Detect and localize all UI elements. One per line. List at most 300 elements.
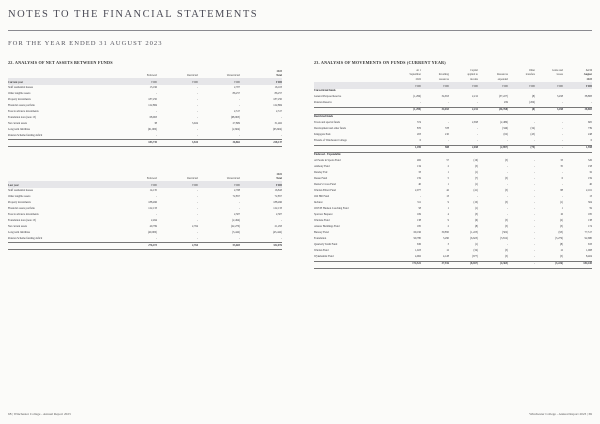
row-value: 1: [447, 207, 449, 211]
row-value: 1,023: [414, 249, 421, 253]
row-value: 122,133: [273, 206, 282, 210]
row-value: -: [562, 121, 563, 125]
row-value: -: [534, 201, 535, 205]
row-value: 59: [589, 207, 592, 211]
row-value: (5): [559, 255, 563, 259]
row-value: (93): [558, 231, 563, 235]
row-value: -: [507, 207, 508, 211]
column-header: Unrestricted: [226, 74, 240, 78]
row-value: 40,799: [149, 224, 157, 228]
row-value: 1: [447, 183, 449, 187]
row-label: Long term liabilities: [8, 230, 30, 234]
row-value: 40: [418, 183, 421, 187]
column-header: £'000: [157, 78, 198, 85]
row-value: (1): [474, 207, 478, 211]
row-value: (6,623): [470, 237, 478, 241]
row-value: 304: [587, 201, 592, 205]
row-value: 876: [416, 127, 421, 131]
subtotal-label-spacer: [314, 261, 393, 268]
row-value: (2,494): [232, 218, 240, 222]
column-header: Unrestricted: [226, 177, 240, 181]
row-value: -: [239, 236, 240, 240]
row-value: -: [239, 97, 240, 101]
column-header: £'000: [198, 78, 240, 85]
row-value: -: [281, 115, 282, 119]
row-label: Wardens Fund: [314, 219, 330, 223]
column-header: £'000: [563, 82, 592, 89]
row-value: (61,000): [147, 127, 157, 131]
column-header: At 1: [416, 68, 421, 72]
column-header: Resources: [496, 73, 508, 77]
row-label: Foundation loan (note 15): [8, 115, 36, 119]
subtotal-value: (8): [508, 107, 535, 114]
total-value: 276,473: [116, 243, 157, 250]
row-label: All Souls in Sports Fund: [314, 159, 341, 163]
row-value: 174: [587, 225, 592, 229]
row-label: Fees in advance investments: [8, 109, 39, 113]
column-header: £'000: [478, 82, 508, 89]
row-value: -: [591, 101, 592, 105]
subtotal-value: 2,658: [449, 145, 478, 152]
net-assets-last-year-table: [8, 172, 282, 250]
subtotal-row: [314, 107, 592, 114]
row-value: (8): [474, 225, 478, 229]
column-header: £'000: [508, 82, 535, 89]
row-value: -: [534, 219, 535, 223]
row-label: Anthony Fund: [314, 165, 330, 169]
column-header: Endowed: [146, 177, 157, 181]
row-label: Development and other funds: [314, 127, 346, 131]
net-assets-section-title: 22. ANALYSIS OF NET ASSETS BETWEEN FUNDS: [8, 60, 113, 65]
column-header: expended: [497, 78, 508, 82]
row-value: 158: [587, 165, 592, 169]
column-header: Restricted: [187, 74, 198, 78]
row-value: -: [507, 213, 508, 217]
row-value: 482: [416, 159, 421, 163]
row-value: 34,653: [441, 95, 449, 99]
column-header: Total: [276, 74, 282, 78]
row-value: -: [477, 139, 478, 143]
header-divider: [8, 30, 592, 31]
row-value: 6: [419, 139, 421, 143]
row-value: -: [477, 127, 478, 131]
subtotal-value: 184,445: [563, 261, 592, 268]
row-label: Inchiest: [314, 201, 323, 205]
column-header: At 31: [585, 68, 592, 72]
row-value: 57: [446, 159, 449, 163]
subtotal-value: 37,916: [421, 261, 449, 268]
column-header: Restricted: [187, 177, 198, 181]
total-value: 53,603: [198, 243, 240, 250]
row-value: 526: [587, 159, 592, 163]
row-value: -: [534, 177, 535, 181]
row-value: -: [477, 133, 478, 137]
row-value: 2: [447, 165, 449, 169]
row-value: -: [562, 195, 563, 199]
row-value: -: [156, 133, 157, 137]
row-value: (346): [502, 127, 508, 131]
row-value: -: [477, 195, 478, 199]
row-value: -: [197, 97, 198, 101]
subtotal-value: -: [508, 261, 535, 268]
subtotal-value: (2,897): [478, 145, 508, 152]
row-value: 86,257: [232, 91, 240, 95]
row-value: 2,077: [414, 189, 421, 193]
row-value: (3,279): [555, 237, 563, 241]
row-value: -: [197, 200, 198, 204]
row-value: 72,857: [232, 194, 240, 198]
row-value: -: [281, 133, 282, 137]
row-value: 68,963: [149, 115, 157, 119]
row-value: 134: [416, 165, 421, 169]
row-label: Financial assets portfolio: [8, 103, 36, 107]
row-value: 2,161: [585, 189, 592, 193]
row-label: Foundation: [314, 237, 327, 241]
row-value: (5): [504, 201, 508, 205]
column-header: £'000: [421, 82, 449, 89]
row-value: -: [534, 249, 535, 253]
row-value: (6): [474, 219, 478, 223]
row-value: 42: [446, 189, 449, 193]
row-value: -: [534, 243, 535, 247]
row-value: -: [534, 225, 535, 229]
subtotal-value: 1,598: [563, 145, 592, 152]
row-value: (3): [559, 225, 563, 229]
row-value: 13: [446, 195, 449, 199]
header-spacer: [314, 82, 393, 89]
row-value: 72,857: [274, 194, 282, 198]
row-value: -: [197, 206, 198, 210]
row-value: -: [534, 195, 535, 199]
subtotal-label-spacer: [314, 145, 393, 152]
row-value: 1: [447, 171, 449, 175]
row-value: -: [197, 188, 198, 192]
row-value: (502): [502, 231, 508, 235]
row-value: 38,883: [584, 95, 592, 99]
row-value: -: [534, 183, 535, 187]
row-value: -: [534, 231, 535, 235]
row-value: (5): [504, 159, 508, 163]
row-label: Staff residential houses: [8, 85, 34, 89]
row-value: -: [239, 206, 240, 210]
row-value: -: [534, 255, 535, 259]
row-value: -: [534, 121, 535, 125]
column-header: 2023: [586, 78, 592, 82]
total-row: [8, 243, 282, 250]
row-label: Dandoy Fair: [314, 171, 328, 175]
movements-section-title: 23. ANALYSIS OF MOVEMENTS ON FUNDS (CURRENT YEAR): [314, 60, 446, 65]
row-value: 9: [447, 201, 449, 205]
header-row: [8, 78, 282, 85]
total-value: 2,764: [157, 243, 198, 250]
row-value: (1): [474, 183, 478, 187]
row-value: 138: [587, 219, 592, 223]
row-value: 9: [447, 219, 449, 223]
row-value: -: [239, 133, 240, 137]
row-value: -: [562, 139, 563, 143]
subtotal-value: 38,883: [563, 107, 592, 114]
row-value: (34): [473, 249, 478, 253]
row-value: 69,196: [413, 231, 421, 235]
column-header: £'000: [157, 181, 198, 188]
header-row: [8, 181, 282, 188]
row-value: 2,764: [191, 224, 198, 228]
document-title: NOTES TO THE FINANCIAL STATEMENTS: [8, 9, 259, 20]
row-value: 633: [587, 243, 592, 247]
row-value: 16,103: [274, 85, 282, 89]
row-value: (5): [504, 225, 508, 229]
row-value: -: [534, 213, 535, 217]
row-value: 2,307: [233, 212, 240, 216]
row-label: Staff residential houses: [8, 188, 34, 192]
row-value: 311: [417, 201, 421, 205]
total-value: 332,076: [240, 243, 282, 250]
row-value: 122,133: [148, 206, 157, 210]
row-value: -: [562, 101, 563, 105]
row-label: Dexter's Cross Fund: [314, 183, 336, 187]
row-value: (7): [474, 177, 478, 181]
row-value: -: [197, 127, 198, 131]
row-label: Alaaaw Buildings Fund: [314, 225, 340, 229]
net-assets-current-table: [8, 69, 282, 147]
row-value: -: [507, 171, 508, 175]
row-value: 2,307: [275, 212, 282, 216]
column-header: 2023: [276, 69, 282, 73]
subtotal-value: 3,458: [535, 107, 563, 114]
column-header: £'000: [393, 82, 421, 89]
row-value: 58: [418, 207, 421, 211]
row-label: Long term liabilities: [8, 127, 30, 131]
row-label: Quarterly Tenth Fund: [314, 243, 338, 247]
row-value: (45): [530, 133, 535, 137]
column-header: Incoming: [438, 73, 449, 77]
column-header: 2022: [276, 172, 282, 176]
row-value: 5: [447, 177, 449, 181]
row-value: 739: [587, 127, 592, 131]
row-value: 77,517: [584, 231, 592, 235]
header-row: [314, 82, 592, 89]
row-value: 4,962: [414, 255, 421, 259]
column-header: £'000: [116, 181, 157, 188]
row-value: -: [477, 101, 478, 105]
row-value: (1): [559, 201, 563, 205]
row-value: 122,884: [273, 103, 282, 107]
section-heading: Unrestricted funds: [314, 89, 336, 93]
column-header: £'000: [198, 181, 240, 188]
row-value: (3): [474, 213, 478, 217]
column-header: losses: [556, 73, 563, 77]
row-value: (37,227): [498, 95, 508, 99]
row-value: -: [281, 236, 282, 240]
subtotal-value: 1,459: [393, 145, 421, 152]
row-value: -: [156, 109, 157, 113]
row-value: 2,317: [233, 109, 240, 113]
row-value: 12: [446, 249, 449, 253]
row-value: -: [534, 165, 535, 169]
row-value: 122,884: [148, 103, 157, 107]
row-value: 2,707: [233, 85, 240, 89]
row-value: 2,708: [233, 188, 240, 192]
row-value: 35: [560, 165, 563, 169]
total-label-spacer: [8, 243, 116, 250]
row-value: (459): [529, 101, 535, 105]
row-value: -: [197, 115, 198, 119]
row-value: -: [507, 195, 508, 199]
row-value: -: [197, 236, 198, 240]
column-header: Total: [276, 177, 282, 181]
row-value: 13,196: [149, 85, 157, 89]
total-label-spacer: [8, 140, 116, 147]
row-value: (5): [504, 249, 508, 253]
row-value: -: [197, 103, 198, 107]
row-value: 188,496: [273, 200, 282, 204]
row-value: 188,496: [148, 200, 157, 204]
row-value: 6: [561, 177, 563, 181]
row-value: -: [534, 189, 535, 193]
row-value: (63,604): [272, 127, 282, 131]
row-value: -: [197, 109, 198, 113]
row-label: Sparrow Bequest: [314, 213, 333, 217]
subtotal-value: (36,768): [478, 107, 508, 114]
row-value: -: [448, 101, 449, 105]
row-value: -: [507, 243, 508, 247]
subtotal-value: 174,522: [393, 261, 421, 268]
row-value: (43,442): [272, 230, 282, 234]
row-value: -: [156, 236, 157, 240]
row-value: 378: [444, 127, 449, 131]
row-value: 3: [447, 243, 449, 247]
row-value: (68,963): [230, 115, 240, 119]
row-value: -: [534, 139, 535, 143]
row-value: 3,924: [191, 121, 198, 125]
row-value: (5): [504, 189, 508, 193]
document-subtitle: FOR THE YEAR ENDED 31 AUGUST 2023: [8, 40, 163, 47]
row-value: 86,257: [274, 91, 282, 95]
total-value: 228,137: [240, 140, 282, 147]
row-value: (5): [474, 165, 478, 169]
row-value: -: [239, 200, 240, 204]
subtotal-value: 34,653: [421, 107, 449, 114]
row-value: 8,404: [585, 255, 592, 259]
subtotal-value: (3,226): [535, 261, 563, 268]
row-value: (2,489): [500, 121, 508, 125]
row-value: 1: [561, 207, 563, 211]
row-value: (1,299): [413, 95, 421, 99]
row-value: -: [197, 91, 198, 95]
row-value: 2: [447, 225, 449, 229]
row-value: (1): [474, 243, 478, 247]
column-header: £'000: [240, 78, 282, 85]
footer-right: Winchester College - Annual Report 2023 | 69: [529, 412, 592, 416]
row-value: -: [156, 194, 157, 198]
row-label: Warden Fund: [314, 249, 329, 253]
row-value: 88: [560, 189, 563, 193]
subtotal-row: [314, 145, 592, 152]
period-label: Last year: [8, 181, 116, 188]
row-label: Financial assets portfolio: [8, 206, 36, 210]
column-header: September: [409, 73, 421, 77]
row-value: -: [197, 212, 198, 216]
row-value: (8): [559, 243, 563, 247]
period-label: Current year: [8, 78, 116, 85]
row-value: 40: [589, 183, 592, 187]
row-label: General Purpose Reserve: [314, 95, 342, 99]
row-value: -: [448, 121, 449, 125]
row-value: 31,462: [274, 121, 282, 125]
column-header: £'000: [535, 82, 563, 89]
row-label: OWCH Hudson Coaching Fund: [314, 207, 349, 211]
row-value: -: [507, 183, 508, 187]
total-value: 3,924: [157, 140, 198, 147]
subtotal-value: 588: [421, 145, 449, 152]
row-value: 185: [587, 213, 592, 217]
column-header: income: [470, 78, 478, 82]
row-label: Other tangible assets: [8, 194, 31, 198]
row-value: -: [562, 171, 563, 175]
column-header: Other: [528, 68, 535, 72]
row-value: (5): [504, 255, 508, 259]
row-value: -: [156, 212, 157, 216]
row-value: -: [534, 159, 535, 163]
row-label: Deane Fund: [314, 177, 328, 181]
row-value: 3,290: [442, 237, 449, 241]
row-value: 210: [444, 133, 449, 137]
row-value: -: [239, 103, 240, 107]
row-value: (8): [531, 95, 535, 99]
row-value: 33: [560, 159, 563, 163]
subtotal-row: [314, 261, 592, 268]
row-value: 4,128: [442, 255, 449, 259]
row-label: Kingsgate Park: [314, 133, 331, 137]
row-value: (5): [504, 177, 508, 181]
row-label: Trusts and special funds: [314, 121, 340, 125]
column-header: August: [583, 73, 592, 77]
row-value: (1): [474, 171, 478, 175]
row-value: 6: [590, 139, 592, 143]
row-value: -: [507, 139, 508, 143]
row-label: Foundation loan (note 15): [8, 218, 36, 222]
row-value: 1,008: [585, 249, 592, 253]
row-value: 248: [587, 133, 592, 137]
total-value: 183,735: [116, 140, 157, 147]
section-heading: Restricted funds: [314, 115, 333, 119]
row-label: Pension Reserve: [314, 101, 332, 105]
row-value: 605: [587, 121, 592, 125]
row-value: 38: [154, 121, 157, 125]
row-value: -: [197, 218, 198, 222]
subtotal-value: -: [535, 145, 563, 152]
row-value: (22,270): [230, 224, 240, 228]
subtotal-label-spacer: [314, 107, 393, 114]
row-value: 27,809: [232, 121, 240, 125]
row-value: 159: [416, 177, 421, 181]
row-value: 636: [416, 243, 421, 247]
row-value: (16): [473, 159, 478, 163]
row-value: 187,250: [273, 97, 282, 101]
row-value: (677): [472, 255, 478, 259]
column-header: Capital: [470, 68, 478, 72]
row-value: 13: [589, 195, 592, 199]
column-header: resources: [438, 78, 449, 82]
row-value: -: [448, 139, 449, 143]
row-value: 30,850: [441, 231, 449, 235]
row-value: 16: [560, 213, 563, 217]
row-value: 2,212: [471, 95, 478, 99]
row-value: -: [420, 195, 421, 199]
row-value: 4: [447, 213, 449, 217]
row-value: -: [562, 133, 563, 137]
row-value: 33: [418, 171, 421, 175]
